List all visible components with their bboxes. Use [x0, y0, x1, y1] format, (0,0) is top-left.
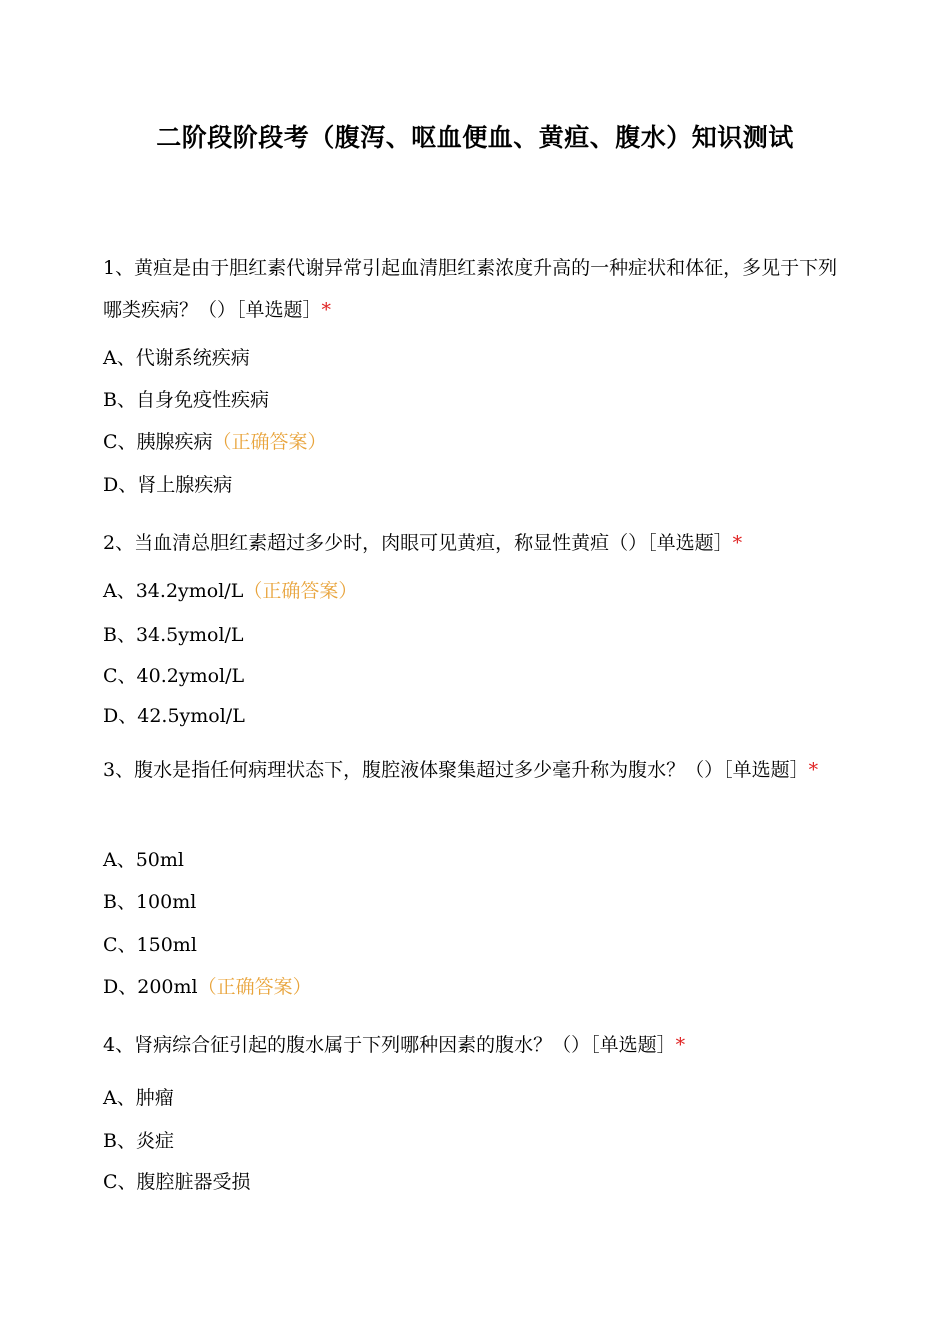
question-2-option-a — [103, 577, 357, 605]
option-label: A、50ml — [103, 849, 184, 871]
question-2 — [103, 522, 848, 564]
option-label: C、胰腺疾病 — [103, 431, 213, 453]
correct-answer-mark: （正确答案） — [212, 431, 327, 453]
required-mark: * — [675, 1034, 686, 1056]
question-1-option-c — [103, 428, 327, 456]
required-mark: * — [321, 299, 332, 321]
question-4-option-b — [103, 1127, 174, 1155]
option-label: B、100ml — [103, 891, 197, 913]
option-label: C、腹腔脏器受损 — [103, 1171, 251, 1193]
option-label: B、34.5ymol/L — [103, 624, 244, 646]
question-2-option-d — [103, 702, 245, 730]
required-mark: * — [732, 532, 743, 554]
question-text: 4、肾病综合征引起的腹水属于下列哪种因素的腹水？（）［单选题］ — [103, 1034, 676, 1056]
question-1-option-a — [103, 344, 250, 372]
question-3-option-a — [103, 846, 184, 874]
option-label: A、34.2ymol/L — [103, 580, 244, 602]
question-4-option-c — [103, 1168, 251, 1196]
page-title: 二阶段阶段考（腹泻、呕血便血、黄疸、腹水）知识测试 — [156, 123, 794, 152]
option-label: B、炎症 — [103, 1130, 174, 1152]
question-3-option-d — [103, 973, 312, 1001]
option-label: C、150ml — [103, 934, 197, 956]
option-label: A、代谢系统疾病 — [103, 347, 250, 369]
option-label: D、42.5ymol/L — [103, 705, 245, 727]
question-1-option-d — [103, 471, 232, 499]
question-1 — [103, 247, 848, 331]
question-4-option-a — [103, 1084, 174, 1112]
question-2-option-b — [103, 621, 244, 649]
correct-answer-mark: （正确答案） — [243, 580, 358, 602]
question-4 — [103, 1024, 848, 1066]
question-3-option-b — [103, 888, 196, 916]
option-label: D、200ml — [103, 976, 198, 998]
option-label: B、自身免疫性疾病 — [103, 389, 269, 411]
question-2-option-c — [103, 662, 244, 690]
required-mark: * — [808, 759, 819, 781]
question-text: 1、黄疸是由于胆红素代谢异常引起血清胆红素浓度升高的一种症状和体征，多见于下列哪类疾病？（）［单选题］ — [103, 257, 838, 321]
option-label: A、肿瘤 — [103, 1087, 174, 1109]
option-label: D、肾上腺疾病 — [103, 474, 233, 496]
question-text: 2、当血清总胆红素超过多少时，肉眼可见黄疸，称显性黄疸（）［单选题］ — [103, 532, 733, 554]
question-3 — [103, 749, 848, 791]
question-text: 3、腹水是指任何病理状态下，腹腔液体聚集超过多少毫升称为腹水？（）［单选题］ — [103, 759, 809, 781]
question-1-option-b — [103, 386, 269, 414]
correct-answer-mark: （正确答案） — [197, 976, 312, 998]
question-3-option-c — [103, 931, 197, 959]
option-label: C、40.2ymol/L — [103, 665, 245, 687]
